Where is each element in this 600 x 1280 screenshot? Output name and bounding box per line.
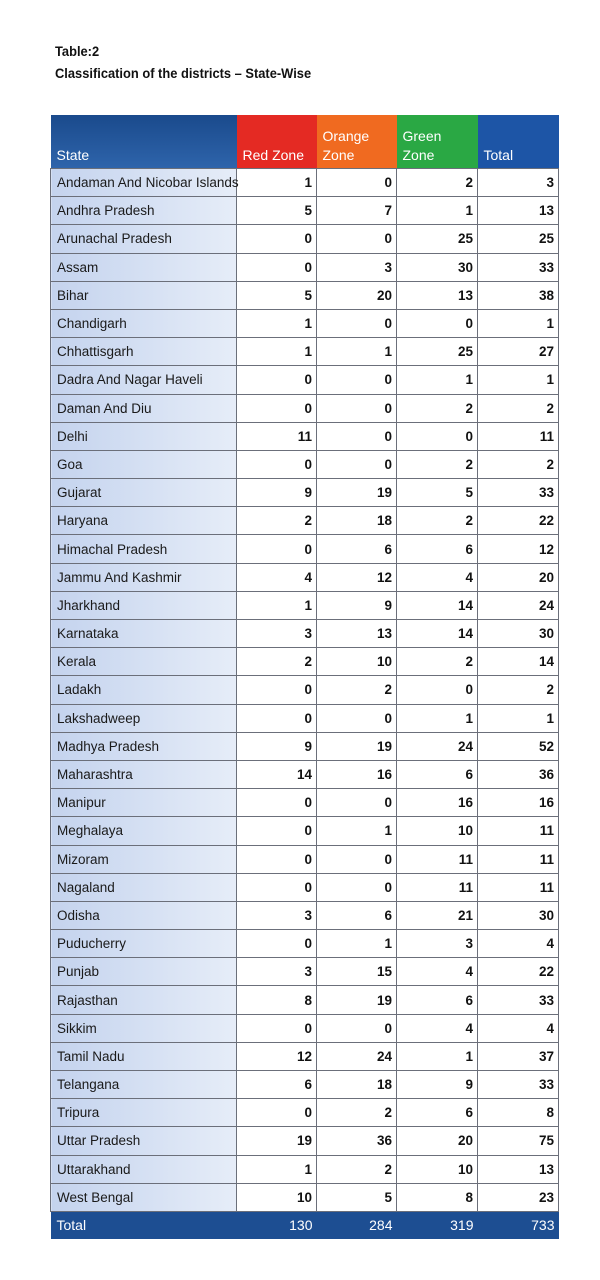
state-cell: Lakshadweep [51, 704, 237, 732]
state-cell: Tamil Nadu [51, 1042, 237, 1070]
green-zone-cell: 0 [397, 422, 478, 450]
orange-zone-cell: 1 [317, 338, 397, 366]
red-zone-cell: 1 [237, 169, 317, 197]
red-zone-cell: 2 [237, 648, 317, 676]
total-cell: 3 [478, 169, 559, 197]
total-cell: 20 [478, 563, 559, 591]
state-cell: Ladakh [51, 676, 237, 704]
total-cell: 25 [478, 225, 559, 253]
header-total: Total [478, 115, 559, 169]
total-cell: 11 [478, 873, 559, 901]
red-zone-cell: 2 [237, 507, 317, 535]
state-cell: Kerala [51, 648, 237, 676]
table-row [51, 986, 559, 1014]
state-cell: Manipur [51, 789, 237, 817]
red-zone-cell: 0 [237, 873, 317, 901]
red-zone-cell: 9 [237, 479, 317, 507]
header-orange-line1: Orange [322, 128, 370, 144]
orange-zone-cell: 18 [317, 1071, 397, 1099]
red-zone-cell: 5 [237, 197, 317, 225]
totals-red: 130 [237, 1211, 317, 1239]
table-row [51, 422, 559, 450]
state-cell: Tripura [51, 1099, 237, 1127]
table-row [51, 169, 559, 197]
total-cell: 30 [478, 620, 559, 648]
total-cell: 22 [478, 507, 559, 535]
orange-zone-cell: 19 [317, 479, 397, 507]
orange-zone-cell: 5 [317, 1183, 397, 1211]
orange-zone-cell: 7 [317, 197, 397, 225]
state-cell: Arunachal Pradesh [51, 225, 237, 253]
red-zone-cell: 0 [237, 789, 317, 817]
green-zone-cell: 21 [397, 901, 478, 929]
state-cell: Punjab [51, 958, 237, 986]
totals-orange: 284 [317, 1211, 397, 1239]
total-cell: 13 [478, 1155, 559, 1183]
green-zone-cell: 6 [397, 535, 478, 563]
orange-zone-cell: 0 [317, 366, 397, 394]
orange-zone-cell: 15 [317, 958, 397, 986]
total-cell: 27 [478, 338, 559, 366]
orange-zone-cell: 0 [317, 789, 397, 817]
state-cell: Goa [51, 450, 237, 478]
green-zone-cell: 25 [397, 338, 478, 366]
orange-zone-cell: 9 [317, 591, 397, 619]
orange-zone-cell: 0 [317, 1014, 397, 1042]
total-cell: 36 [478, 760, 559, 788]
table-body [51, 169, 559, 1212]
state-cell: Himachal Pradesh [51, 535, 237, 563]
state-cell: Gujarat [51, 479, 237, 507]
total-cell: 13 [478, 197, 559, 225]
green-zone-cell: 10 [397, 817, 478, 845]
green-zone-cell: 24 [397, 732, 478, 760]
green-zone-cell: 1 [397, 366, 478, 394]
orange-zone-cell: 1 [317, 817, 397, 845]
table-row [51, 648, 559, 676]
orange-zone-cell: 0 [317, 309, 397, 337]
orange-zone-cell: 2 [317, 1155, 397, 1183]
orange-zone-cell: 0 [317, 394, 397, 422]
red-zone-cell: 0 [237, 535, 317, 563]
total-cell: 4 [478, 1014, 559, 1042]
header-state: State [51, 115, 237, 169]
red-zone-cell: 12 [237, 1042, 317, 1070]
orange-zone-cell: 6 [317, 535, 397, 563]
red-zone-cell: 0 [237, 704, 317, 732]
red-zone-cell: 0 [237, 676, 317, 704]
green-zone-cell: 2 [397, 394, 478, 422]
state-cell: Dadra And Nagar Haveli [51, 366, 237, 394]
table-number: Table:2 [55, 43, 100, 59]
total-cell: 24 [478, 591, 559, 619]
orange-zone-cell: 1 [317, 930, 397, 958]
state-cell: Maharashtra [51, 760, 237, 788]
table-caption [55, 40, 311, 84]
green-zone-cell: 10 [397, 1155, 478, 1183]
orange-zone-cell: 24 [317, 1042, 397, 1070]
table-row [51, 620, 559, 648]
totals-row [51, 1211, 559, 1239]
red-zone-cell: 1 [237, 309, 317, 337]
total-cell: 11 [478, 422, 559, 450]
orange-zone-cell: 0 [317, 845, 397, 873]
total-cell: 2 [478, 676, 559, 704]
orange-zone-cell: 36 [317, 1127, 397, 1155]
green-zone-cell: 1 [397, 197, 478, 225]
red-zone-cell: 10 [237, 1183, 317, 1211]
table-row [51, 845, 559, 873]
green-zone-cell: 2 [397, 169, 478, 197]
orange-zone-cell: 0 [317, 873, 397, 901]
total-cell: 12 [478, 535, 559, 563]
state-cell: Jammu And Kashmir [51, 563, 237, 591]
red-zone-cell: 0 [237, 253, 317, 281]
total-cell: 33 [478, 1071, 559, 1099]
total-cell: 75 [478, 1127, 559, 1155]
orange-zone-cell: 2 [317, 676, 397, 704]
table-row [51, 930, 559, 958]
table-row [51, 901, 559, 929]
orange-zone-cell: 0 [317, 225, 397, 253]
state-cell: Sikkim [51, 1014, 237, 1042]
red-zone-cell: 11 [237, 422, 317, 450]
table-row [51, 1099, 559, 1127]
orange-zone-cell: 16 [317, 760, 397, 788]
total-cell: 1 [478, 704, 559, 732]
state-cell: Haryana [51, 507, 237, 535]
table-row [51, 225, 559, 253]
orange-zone-cell: 0 [317, 422, 397, 450]
state-cell: Puducherry [51, 930, 237, 958]
table-row [51, 1155, 559, 1183]
total-cell: 33 [478, 253, 559, 281]
red-zone-cell: 5 [237, 281, 317, 309]
red-zone-cell: 3 [237, 620, 317, 648]
green-zone-cell: 2 [397, 507, 478, 535]
green-zone-cell: 1 [397, 704, 478, 732]
orange-zone-cell: 2 [317, 1099, 397, 1127]
orange-zone-cell: 19 [317, 986, 397, 1014]
total-cell: 37 [478, 1042, 559, 1070]
table-title: Classification of the districts – State-Wise [55, 65, 312, 81]
table-row [51, 366, 559, 394]
total-cell: 14 [478, 648, 559, 676]
table-row [51, 732, 559, 760]
orange-zone-cell: 0 [317, 169, 397, 197]
orange-zone-cell: 0 [317, 704, 397, 732]
green-zone-cell: 5 [397, 479, 478, 507]
table-row [51, 1042, 559, 1070]
total-cell: 33 [478, 479, 559, 507]
green-zone-cell: 25 [397, 225, 478, 253]
header-orange-zone [317, 115, 397, 169]
green-zone-cell: 14 [397, 620, 478, 648]
red-zone-cell: 4 [237, 563, 317, 591]
green-zone-cell: 11 [397, 845, 478, 873]
total-cell: 8 [478, 1099, 559, 1127]
total-cell: 4 [478, 930, 559, 958]
state-cell: Mizoram [51, 845, 237, 873]
state-cell: Karnataka [51, 620, 237, 648]
table-row [51, 338, 559, 366]
green-zone-cell: 13 [397, 281, 478, 309]
orange-zone-cell: 13 [317, 620, 397, 648]
total-cell: 16 [478, 789, 559, 817]
green-zone-cell: 9 [397, 1071, 478, 1099]
table-row [51, 507, 559, 535]
table-row [51, 535, 559, 563]
header-green-zone: Green Zone [397, 115, 478, 169]
state-cell: Daman And Diu [51, 394, 237, 422]
state-cell: Madhya Pradesh [51, 732, 237, 760]
total-cell: 11 [478, 817, 559, 845]
orange-zone-cell: 18 [317, 507, 397, 535]
state-cell: Chandigarh [51, 309, 237, 337]
total-cell: 30 [478, 901, 559, 929]
green-zone-cell: 4 [397, 958, 478, 986]
table-row [51, 197, 559, 225]
total-cell: 23 [478, 1183, 559, 1211]
table-row [51, 704, 559, 732]
total-cell: 1 [478, 309, 559, 337]
table-row [51, 676, 559, 704]
table-row [51, 789, 559, 817]
table-row [51, 1014, 559, 1042]
table-row [51, 873, 559, 901]
red-zone-cell: 0 [237, 930, 317, 958]
totals-label: Total [51, 1211, 237, 1239]
red-zone-cell: 1 [237, 591, 317, 619]
total-cell: 2 [478, 450, 559, 478]
orange-zone-cell: 12 [317, 563, 397, 591]
total-cell: 1 [478, 366, 559, 394]
orange-zone-cell: 0 [317, 450, 397, 478]
state-cell: Meghalaya [51, 817, 237, 845]
district-classification-table [50, 115, 559, 1239]
header-orange-line2: Zone [322, 147, 355, 163]
table-row [51, 591, 559, 619]
state-cell: Jharkhand [51, 591, 237, 619]
green-zone-cell: 3 [397, 930, 478, 958]
state-cell: Delhi [51, 422, 237, 450]
state-cell: Odisha [51, 901, 237, 929]
state-cell: Uttarakhand [51, 1155, 237, 1183]
red-zone-cell: 0 [237, 450, 317, 478]
state-cell: West Bengal [51, 1183, 237, 1211]
red-zone-cell: 0 [237, 845, 317, 873]
red-zone-cell: 0 [237, 225, 317, 253]
orange-zone-cell: 10 [317, 648, 397, 676]
red-zone-cell: 3 [237, 901, 317, 929]
totals-total: 733 [478, 1211, 559, 1239]
total-cell: 11 [478, 845, 559, 873]
red-zone-cell: 0 [237, 366, 317, 394]
state-cell: Andaman And Nicobar Islands [51, 169, 237, 197]
green-zone-cell: 2 [397, 450, 478, 478]
green-zone-cell: 1 [397, 1042, 478, 1070]
green-zone-cell: 4 [397, 1014, 478, 1042]
header-row [51, 115, 559, 169]
green-zone-cell: 0 [397, 676, 478, 704]
green-zone-cell: 6 [397, 760, 478, 788]
green-zone-cell: 20 [397, 1127, 478, 1155]
state-cell: Andhra Pradesh [51, 197, 237, 225]
total-cell: 52 [478, 732, 559, 760]
red-zone-cell: 14 [237, 760, 317, 788]
red-zone-cell: 8 [237, 986, 317, 1014]
green-zone-cell: 2 [397, 648, 478, 676]
table-row [51, 1127, 559, 1155]
table-row [51, 1183, 559, 1211]
state-cell: Rajasthan [51, 986, 237, 1014]
red-zone-cell: 0 [237, 817, 317, 845]
state-cell: Assam [51, 253, 237, 281]
total-cell: 38 [478, 281, 559, 309]
red-zone-cell: 6 [237, 1071, 317, 1099]
header-red-zone: Red Zone [237, 115, 317, 169]
table-row [51, 394, 559, 422]
table-row [51, 281, 559, 309]
total-cell: 22 [478, 958, 559, 986]
total-cell: 33 [478, 986, 559, 1014]
orange-zone-cell: 20 [317, 281, 397, 309]
state-cell: Bihar [51, 281, 237, 309]
red-zone-cell: 1 [237, 338, 317, 366]
table-row [51, 450, 559, 478]
totals-green: 319 [397, 1211, 478, 1239]
table-row [51, 309, 559, 337]
table-row [51, 817, 559, 845]
table-row [51, 253, 559, 281]
orange-zone-cell: 3 [317, 253, 397, 281]
green-zone-cell: 6 [397, 1099, 478, 1127]
green-zone-cell: 4 [397, 563, 478, 591]
orange-zone-cell: 19 [317, 732, 397, 760]
table-row [51, 1071, 559, 1099]
red-zone-cell: 19 [237, 1127, 317, 1155]
total-cell: 2 [478, 394, 559, 422]
state-cell: Nagaland [51, 873, 237, 901]
state-cell: Telangana [51, 1071, 237, 1099]
green-zone-cell: 8 [397, 1183, 478, 1211]
orange-zone-cell: 6 [317, 901, 397, 929]
red-zone-cell: 0 [237, 1014, 317, 1042]
green-zone-cell: 0 [397, 309, 478, 337]
table-row [51, 958, 559, 986]
green-zone-cell: 16 [397, 789, 478, 817]
red-zone-cell: 9 [237, 732, 317, 760]
green-zone-cell: 30 [397, 253, 478, 281]
state-cell: Chhattisgarh [51, 338, 237, 366]
table-row [51, 760, 559, 788]
green-zone-cell: 14 [397, 591, 478, 619]
red-zone-cell: 0 [237, 394, 317, 422]
red-zone-cell: 1 [237, 1155, 317, 1183]
red-zone-cell: 0 [237, 1099, 317, 1127]
green-zone-cell: 6 [397, 986, 478, 1014]
table-row [51, 479, 559, 507]
state-cell: Uttar Pradesh [51, 1127, 237, 1155]
red-zone-cell: 3 [237, 958, 317, 986]
green-zone-cell: 11 [397, 873, 478, 901]
table-row [51, 563, 559, 591]
